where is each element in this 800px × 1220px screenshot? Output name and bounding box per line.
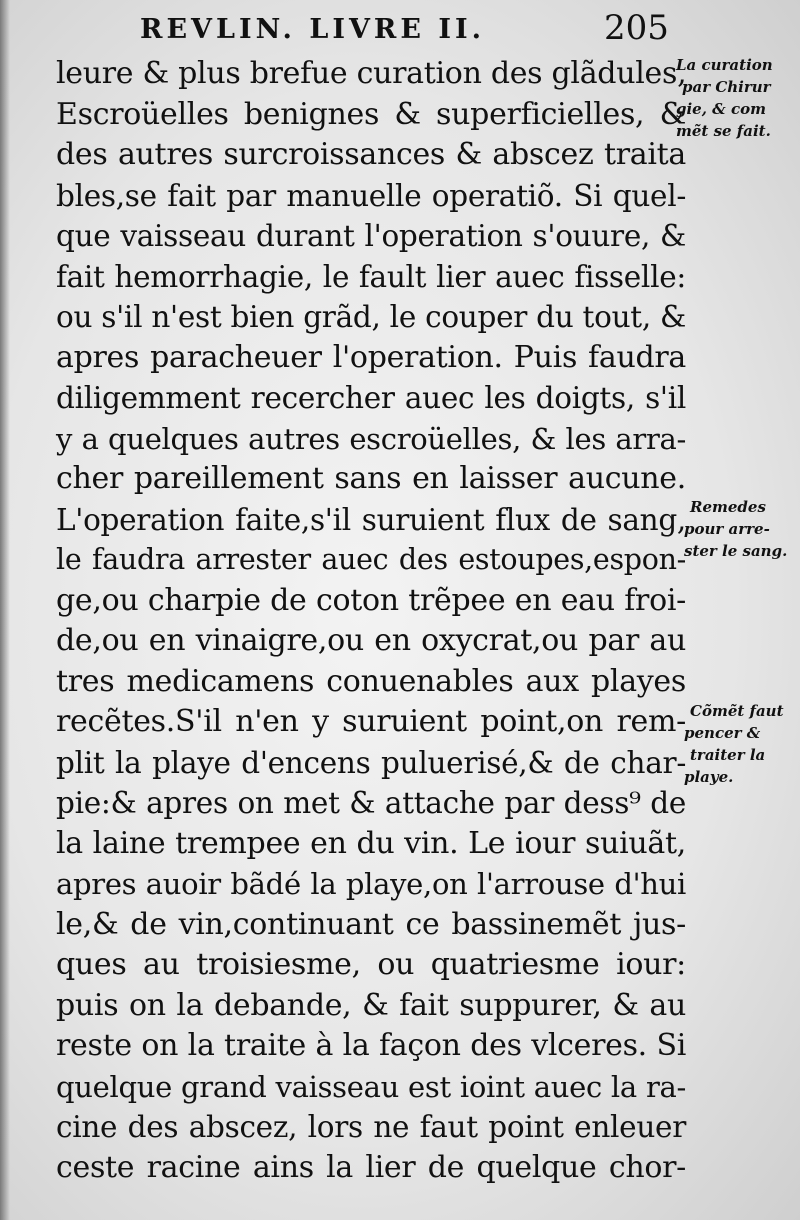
text-line: puis on la debande, & fait suppurer, & au (56, 987, 686, 1023)
text-line: bles,se fait par manuelle operatiõ. Si quel- (56, 178, 686, 213)
text-line: ceste racine ains la lier de quelque chor- (56, 1149, 686, 1185)
margin-note-line: Remedes (690, 498, 766, 516)
text-line: ge,ou charpie de coton trẽpee en eau froi- (56, 582, 686, 618)
margin-note-curation (676, 54, 796, 142)
text-line: des autres surcroissances & abscez traita (56, 137, 686, 172)
running-head-title: REVLIN. LIVRE II. (140, 14, 485, 45)
text-line: le faudra arrester auec des estoupes,espon- (56, 543, 686, 576)
margin-note-line: pencer & (684, 724, 761, 742)
text-line: apres auoir bãdé la playe,on l'arrouse d'hui (56, 867, 686, 901)
text-line: diligemment recercher auec les doigts, s'il (56, 381, 686, 415)
text-line: ou s'il n'est bien grãd, le couper du tout, & (56, 300, 686, 334)
margin-note-line: par Chirur (682, 78, 771, 96)
body-text (56, 54, 686, 1188)
text-line: quelque grand vaisseau est ioint auec la ra- (56, 1069, 686, 1104)
text-line: le,& de vin,continuant ce bassinemẽt jus- (56, 906, 686, 942)
text-line: leure & plus brefue curation des glãdules, (56, 56, 687, 91)
text-line: que vaisseau durant l'operation s'ouure, & (56, 219, 686, 253)
margin-note-line: gie, & com (676, 100, 766, 118)
margin-note-line: Cõmẽt faut (690, 702, 784, 720)
text-line: la laine trempee en du vin. Le iour suiuãt, (56, 825, 686, 861)
margin-note-line: pour arre- (684, 520, 770, 538)
page-number: 205 (604, 8, 669, 48)
text-line: reste on la traite à la façon des vlceres. Si (56, 1028, 686, 1063)
margin-note-comment-pencer (684, 700, 800, 788)
page-edge-shadow (0, 0, 10, 1220)
text-line: cine des abscez, lors ne faut point enleuer (56, 1110, 686, 1144)
margin-note-line: La curation (676, 56, 773, 74)
text-line: ques au troisiesme, ou quatriesme iour: (56, 947, 686, 982)
margin-note-line: playe. (684, 768, 734, 786)
margin-note-remedes (684, 496, 800, 562)
margin-note-line: traiter la (690, 746, 766, 764)
text-line: plit la playe d'encens puluerisé,& de char- (56, 745, 686, 780)
text-line: Escroüelles benignes & superficielles, & (56, 96, 686, 132)
text-line: L'operation faite,s'il suruient flux de sang, (56, 502, 686, 537)
margin-note-line: ster le sang. (684, 542, 788, 560)
text-line: tres medicamens conuenables aux playes (56, 663, 686, 699)
text-line: de,ou en vinaigre,ou en oxycrat,ou par au (56, 623, 686, 658)
text-line: apres paracheuer l'operation. Puis faudra (56, 339, 686, 375)
text-line: fait hemorrhagie, le fault lier auec fisselle: (56, 259, 686, 294)
margin-note-line: mẽt se fait. (676, 122, 771, 140)
text-line: cher pareillement sans en laisser aucune. (56, 461, 686, 496)
text-line: y a quelques autres escroüelles, & les arra- (56, 421, 686, 456)
text-line: recẽtes.S'il n'en y suruient point,on rem- (56, 704, 686, 739)
running-head (0, 6, 800, 46)
text-line: pie:& apres on met & attache par dess⁹ de (56, 786, 686, 820)
